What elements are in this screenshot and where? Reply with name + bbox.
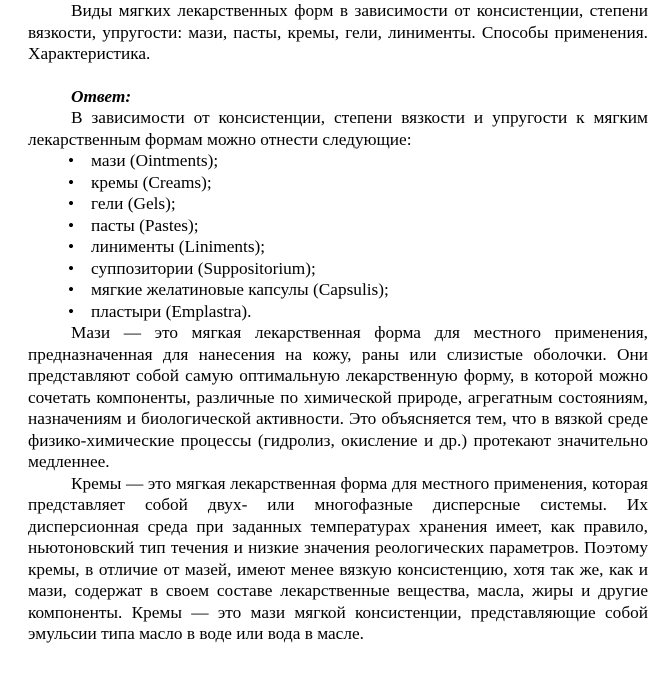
creams-paragraph: Кремы — это мягкая лекарственная форма для местного применения, которая представляет собой двух- или многофазные дисперсные системы. Их дисперсионная среда при заданных температурах хранения имеет, как правило, ньютоновский тип течения и низкие значения реологических параметров. Поэтому кремы, в отличие от мазей, имеют менее вязкую консистенцию, хотя так же, как и мази, содержат в своем составе лекарственные вещества, масла, жиры и другие компоненты. Кремы — это мази мягкой консистенции, представляющие собой эмульсии типа масло в воде или вода в масле. [28, 473, 648, 643]
bullet-icon: • [68, 172, 75, 192]
bullet-icon: • [68, 301, 75, 321]
list-item [68, 301, 648, 323]
list-item [68, 193, 648, 215]
bullet-icon: • [68, 258, 75, 278]
bullet-icon: • [68, 151, 75, 170]
list-item-text: пластыри (Emplastra). [91, 301, 252, 321]
question-text: Виды мягких лекарственных форм в зависимости от консистенции, степени вязкости, упругости: мази, пасты, кремы, гели, линименты. Способы применения. Характеристика. [28, 1, 648, 63]
list-item-text: гели (Gels); [91, 194, 176, 213]
list-item-text: мази (Ointments); [91, 151, 219, 170]
list-item-text: суппозитории (Suppositorium); [91, 258, 316, 278]
list-item [68, 279, 648, 301]
list-item [68, 215, 648, 237]
list-item-text: линименты (Liniments); [91, 237, 266, 256]
list-item-text: кремы (Creams); [91, 172, 212, 192]
list-item-text: пасты (Pastes); [91, 215, 199, 235]
list-item [68, 172, 648, 194]
list-item [68, 150, 648, 172]
bullet-icon: • [68, 237, 75, 256]
bullet-icon: • [68, 194, 75, 213]
list-item [68, 258, 648, 280]
ointments-paragraph: Мази — это мягкая лекарственная форма для местного применения, предназначенная для нанесения на кожу, раны или слизистые оболочки. Они представляют собой самую оптимальную лекарственную форму, в которой можно сочетать компоненты, различные по химической природе, агрегатным состояниям, назначениям и биологической активности. Это объясняется тем, что в вязкой среде физико-химические процессы (гидролиз, окисление и др.) протекают значительно медленнее. [28, 323, 648, 471]
bullet-icon: • [68, 280, 75, 299]
list-item [68, 236, 648, 258]
bullet-icon: • [68, 215, 75, 235]
answer-label: Ответ: [71, 86, 132, 106]
list-item-text: мягкие желатиновые капсулы (Capsulis); [91, 280, 389, 299]
intro-paragraph: В зависимости от консистенции, степени вязкости и упругости к мягким лекарственным формам можно отнести следующие: [28, 108, 648, 149]
dosage-forms-list [28, 150, 648, 322]
